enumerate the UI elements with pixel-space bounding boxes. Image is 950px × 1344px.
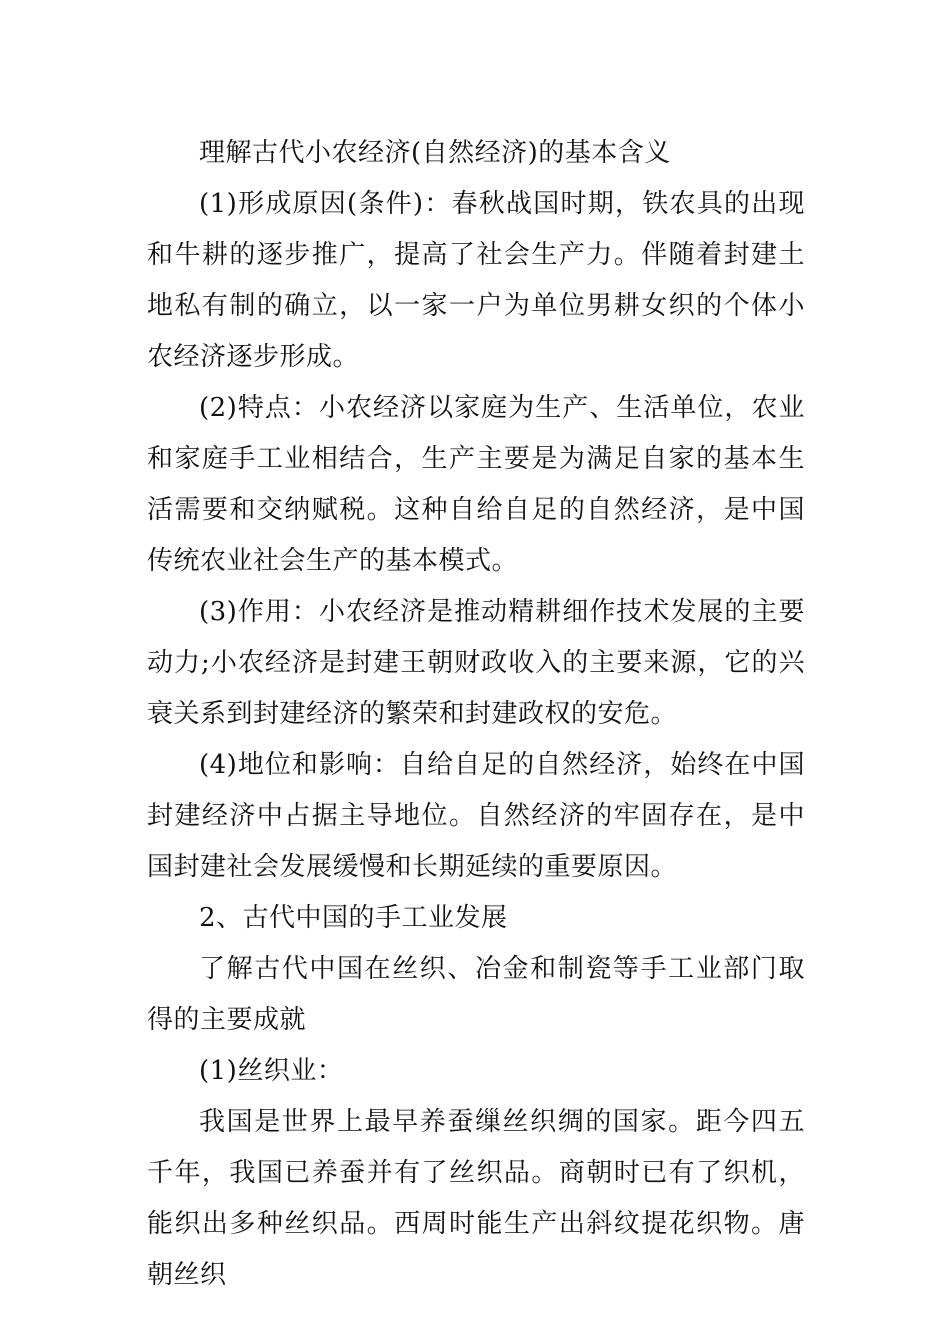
document-body: [147, 128, 805, 1301]
paragraph-status-influence: (4)地位和影响：自给自足的自然经济，始终在中国封建经济中占据主导地位。自然经济的牢固存在，是中国封建社会发展缓慢和长期延续的重要原因。: [147, 750, 805, 882]
paragraph-handicraft-achievements: 了解古代中国在丝织、冶金和制瓷等手工业部门取得的主要成就: [147, 954, 805, 1035]
paragraph-heading-small-farmer-economy: 理解古代小农经济(自然经济)的基本含义: [199, 138, 671, 168]
paragraph-characteristics: (2)特点：小农经济以家庭为生产、生活单位，农业和家庭手工业相结合，生产主要是为满足自家的基本生活需要和交纳赋税。这种自给自足的自然经济，是中国传统农业社会生产的基本模式。: [147, 393, 805, 576]
paragraph-formation-cause: (1)形成原因(条件)：春秋战国时期，铁农具的出现和牛耕的逐步推广，提高了社会生产力。伴随着封建土地私有制的确立，以一家一户为单位男耕女织的个体小农经济逐步形成。: [147, 189, 805, 372]
paragraph-silk-history: 我国是世界上最早养蚕缫丝织绸的国家。距今四五千年，我国已养蚕并有了丝织品。商朝时已有了织机，能织出多种丝织品。西周时能生产出斜纹提花织物。唐朝丝织: [147, 1107, 805, 1290]
subheading-silk-weaving: (1)丝织业：: [199, 1056, 344, 1086]
paragraph-role: (3)作用：小农经济是推动精耕细作技术发展的主要动力;小农经济是封建王朝财政收入的主要来源，它的兴衰关系到封建经济的繁荣和封建政权的安危。: [147, 597, 805, 729]
section-heading-handicraft: 2、古代中国的手工业发展: [199, 903, 508, 933]
